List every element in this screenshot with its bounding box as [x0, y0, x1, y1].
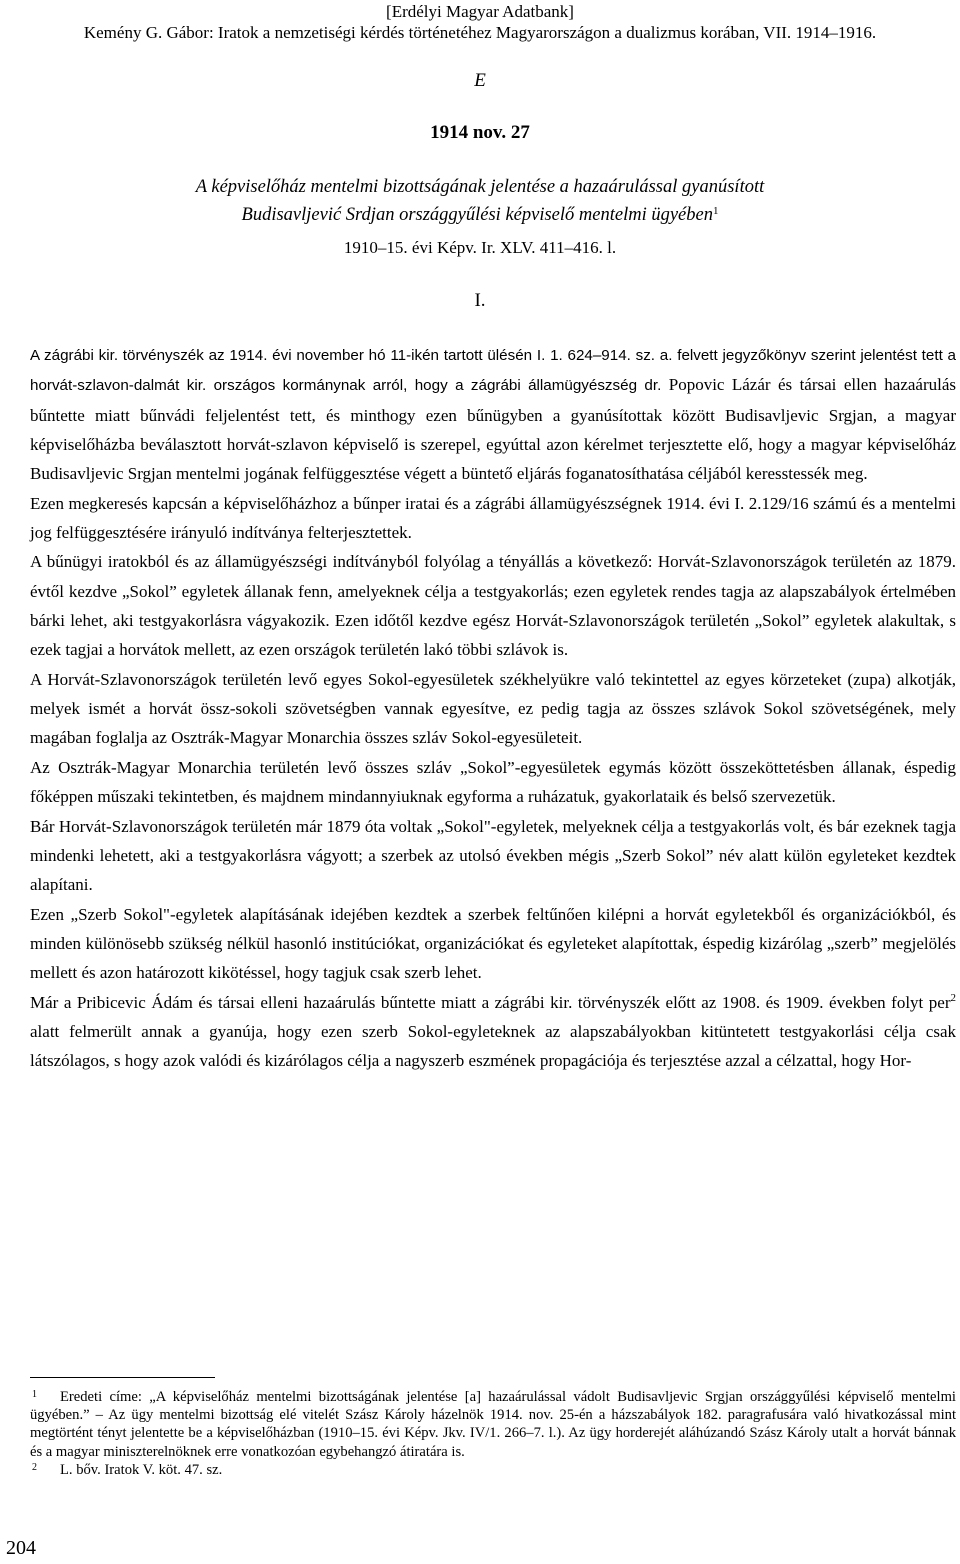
section-letter: E	[474, 70, 486, 91]
footnote-divider	[30, 1377, 215, 1378]
document-title-line-1: A képviselőház mentelmi bizottságának jelentése a hazaárulással gyanúsított	[195, 177, 765, 197]
footnote-1: $^1$ Eredeti címe: „A képviselőház mentelmi bizottságának jelentése [a] hazaárulással vádolt Budisavljevic Srgjan országgyűlési képviselő mentelmi ügyében.” – Az ügy mentelmi bizottság elé vitelét Szász Károly házelnök 1914. nov. 25-én a házszabályok 182. paragrafusára való hivatkozással mint megtörtént tényt jelentette be a képviselőházban (1910–15. évi Képv. Jkv. IV/1. 266–7. l.). Az ügy horderejét aláhúzandó Szász Károly utalt a horvát bánnak és a magyar miniszterelnöknek erre vonatkozóan egybehangzó átiratára is.	[30, 1389, 956, 1460]
paragraph-8	[30, 988, 956, 1076]
archival-source: 1910–15. évi Képv. Ir. XLV. 411–416. l.	[343, 238, 617, 257]
page-number: 204	[6, 1537, 36, 1559]
paragraph-8-before: Már a Pribicevic Ádám és társai elleni hazaárulás bűntette miatt a zágrábi kir. törvényszék előtt az 1908. és 1909. években folyt per	[30, 992, 951, 1012]
footnotes	[30, 1388, 956, 1479]
paragraph-1-serif-part: Popovic Lázár és társai ellen hazaárulás bűntette miatt bűnvádi feljelentést tett, és minthogy ezen bűnügyben a gyanúsítottak között Budisavljevic Srgjan, a magyar képviselőházba beválasztott horvát-szlavon képviselő is szerepel, egyúttal azon kérelmet terjesztette elő, hogy a magyar képviselőház Budisavljevic Srgjan mentelmi jogának felfüggesztése végett a büntető eljárás foganatosíthatása céljából keresstessék meg.	[30, 375, 957, 484]
footnote-2: $^2$ L. bőv. Iratok V. köt. 47. sz.	[32, 1461, 223, 1478]
paragraph-1	[30, 340, 956, 489]
document-title-line-2	[0, 205, 960, 226]
paragraph-6: Bár Horvát-Szlavonországok területén már 1879 óta voltak „Sokol"-egyletek, melyeknek célja a testgyakorlás volt, és bár ezeknek tagja mindenki lehetett, aki a testgyakorlásra vágyott; a szerbek az utolsó években mégis „Szerb Sokol” név alatt külön egyleteket kezdtek alapítani.	[30, 816, 956, 895]
footnote-ref-1[interactable]: 1	[712, 205, 719, 217]
book-header: Kemény G. Gábor: Iratok a nemzetiségi kérdés történetéhez Magyarországon a dualizmus korában, VII. 1914–1916.	[83, 23, 877, 42]
source-header: [Erdélyi Magyar Adatbank]	[386, 2, 574, 21]
footnote-ref-2[interactable]: 2	[950, 991, 956, 1004]
paragraph-2: Ezen megkeresés kapcsán a képviselőházhoz a bűnper iratai és a zágrábi államügyészségnek 1914. évi I. 2.129/16 számú és a mentelmi jog felfüggesztésére irányuló indítványa felterjesztettek.	[30, 493, 956, 543]
document-title-text: Budisavljević Srdjan országgyűlési képviselő mentelmi ügyében	[241, 205, 713, 225]
paragraph-5: Az Osztrák-Magyar Monarchia területén levő összes szláv „Sokol”-egyesületek egymás között összeköttetésben állanak, éspedig főképpen műszaki tekintetben, és majdnem mindannyiuknak egyforma a ruházatuk, gyakorlataik és belső szervezetük.	[30, 757, 956, 807]
document-date: 1914 nov. 27	[430, 122, 530, 143]
paragraph-4: A Horvát-Szlavonországok területén levő egyes Sokol-egyesületek székhelyükre való tekintettel az egyes körzeteket (zupa) alkotják, melyek ismét a horvát össz-sokoli szövetségben vannak egyesítve, ez pedig tagja az összes szlávok Sokol szövetségének, mely magában foglalja az Osztrák-Magyar Monarchia összes szláv Sokol-egyesületeit.	[30, 669, 956, 748]
footnote-2-text: L. bőv. Iratok V. köt. 47. sz.	[60, 1461, 223, 1478]
paragraph-3: A bűnügyi iratokból és az államügyészségi indítványból folyólag a tényállás a következő: Horvát-Szlavonországok területén az 1879. évtől kezdve „Sokol” egyletek állanak fenn, amelyeknek célja a testgyakorlás; ezen egyletek rendes tagja az alapszabályok értelmében bárki lehet, aki testgyakorlásra vágyakozik. Ezen időtől kezdve egész Horvát-Szlavonországok területén „Sokol” egyletek alakultak, s ezek tagjai a horvátok mellett, az ezen országok területén lakó többi szlávok is.	[30, 552, 956, 660]
paragraph-7: Ezen „Szerb Sokol"-egyletek alapításának idejében kezdtek a szerbek feltűnően kilépni a horvát egyletekből és organizációkból, és minden különösebb szükség nélkül hasonló institúciókat, organizációkat és egyleteket alapítottak, éspedig kizárólag „szerb” megjelölés mellett és azon határozott kikötéssel, hogy tagjuk csak szerb lehet.	[30, 904, 956, 983]
footnote-1-text: Eredeti címe: „A képviselőház mentelmi bizottságának jelentése [a] hazaárulással vádolt Budisavljevic Srgjan országgyűlési képviselő mentelmi ügyében.” – Az ügy mentelmi bizottság elé vitelét Szász Károly házelnök 1914. nov. 25-én a házszabályok 182. paragrafusára való hivatkozással mint megtörtént tényt jelentette be a képviselőházban (1910–15. évi Képv. Jkv. IV/1. 266–7. l.). Az ügy horderejét aláhúzandó Szász Károly utalt a horvát bánnak és a magyar miniszterelnöknek erre vonatkozóan egybehangzó átiratára is.	[30, 1389, 956, 1460]
section-number: I.	[474, 290, 486, 311]
paragraph-8-after: alatt felmerült annak a gyanúja, hogy ezen szerb Sokol-egyleteknek az alapszabályokban kitüntetett testgyakorlási célja csak látszólagos, s hogy azok valódi és kizárólagos célja a nagyszerb eszmének propagációja és terjesztése azzal a célzattal, hogy Hor-	[30, 1021, 956, 1071]
document-body	[30, 340, 956, 1076]
paragraph-1-sans-part: A zágrábi kir. törvényszék az 1914. évi november hó 11-ikén tartott ülésén I. 1. 624–914. sz. a. felvett jegyzőkönyv szerint jelentést tett a horvát-szlavon-dalmát kir. országos kormánynak arról, hogy a zágrábi államügyészség dr.	[30, 347, 956, 395]
